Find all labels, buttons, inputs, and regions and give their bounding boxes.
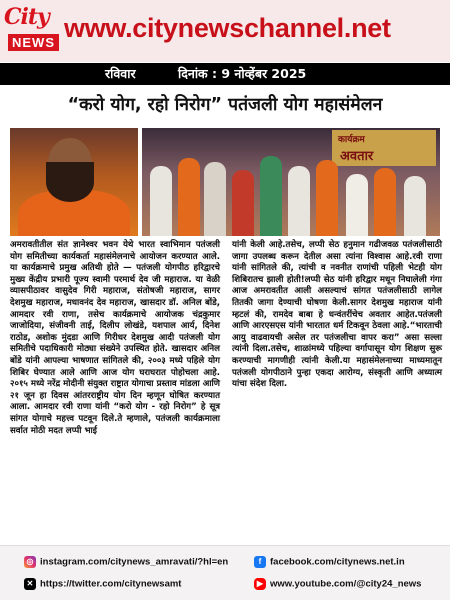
stage-figure bbox=[404, 176, 426, 236]
weekday: रविवार bbox=[105, 66, 136, 81]
youtube-text: www.youtube.com/@city24_news bbox=[270, 578, 422, 590]
banner-text: कार्यक्रम bbox=[338, 135, 365, 145]
twitter-link[interactable] bbox=[24, 578, 181, 590]
article-headline: “करो योग, रहो निरोग” पतंजली योग महासंमेलन bbox=[67, 95, 383, 115]
city-news-logo[interactable] bbox=[4, 4, 60, 58]
footer bbox=[0, 545, 450, 600]
stage-figure bbox=[232, 170, 254, 236]
issue-date: दिनांक : 9 नोव्हेंबर 2025 bbox=[178, 66, 307, 81]
masthead bbox=[0, 0, 450, 62]
speaker-photo bbox=[10, 128, 138, 236]
stage-figure bbox=[374, 168, 396, 236]
banner-text-2: अवतार bbox=[340, 149, 374, 164]
youtube-icon: ▶ bbox=[254, 578, 266, 590]
x-twitter-icon: ✕ bbox=[24, 578, 36, 590]
photo-beard-shape bbox=[46, 162, 94, 202]
photo-strip bbox=[10, 128, 440, 236]
logo-news-text: NEWS bbox=[8, 34, 59, 51]
facebook-text: facebook.com/citynews.net.in bbox=[270, 556, 405, 568]
facebook-icon: f bbox=[254, 556, 266, 568]
instagram-icon: ◎ bbox=[24, 556, 36, 568]
date-bar bbox=[0, 63, 450, 85]
facebook-link[interactable] bbox=[254, 556, 405, 568]
youtube-link[interactable] bbox=[254, 578, 421, 590]
site-url[interactable]: www.citynewschannel.net bbox=[64, 13, 391, 43]
stage-figure bbox=[346, 174, 368, 236]
stage-figure bbox=[288, 166, 310, 236]
instagram-text: instagram.com/citynews_amravati/?hl=en bbox=[40, 556, 229, 568]
stage-figure bbox=[178, 158, 200, 236]
article-column-1: अमरावतीतील संत ज्ञानेश्वर भवन येथे भारत स्वाभिमान पतंजली योग समितीच्या कार्यकर्ता महासंमेलनाचे आयोजन करण्यात आले. या कार्यक्रमाचे प्रमुख अतिथी होते — पतंजली योगपीठ हरिद्वारचे मुख्य केंद्रीय प्रभारी पूज्य स्वामी परमार्थ देव जी महाराज. या वेळी व्यासपीठावर वासुदेव गिरी महाराज, संतोषजी महाराज, सागर देशमुख महाराज, मधावनंद देव महाराज, खासदार डॉ. अनिल बोंडे, आमदार रवी राणा, तसेच कार्यक्रमाचे आयोजक चंद्रकुमार जाजोदिया, संजीवनी ताई, दिलीप लोखंडे, यशपाल आर्य, दिनेश राठोड, अशोक मुंदडा आणि गिरीधर देशमुख आदी पतंजली योग समितीचे पदाधिकारी मोठ्या संख्येने उपस्थित होते. खासदार अनिल बोंडे यांनी आपल्या भाषणात सांगितले की, २००३ मध्ये पहिले योग शिबिर घेण्यात आले आणि आज योग घराघरात पोहोचला आहे. २०१५ मध्ये नरेंद्र मोदीनी संयुक्त राष्ट्रात योगाचा प्रस्ताव मांडला आणि २१ जून हा दिवस आंतरराष्ट्रीय योग दिन म्हणून घोषित करण्यात आला. आमदार रवी राणा यांनी “करो योग - रहो निरोग” हे सूत्र सांगत योगाचे महत्त्व पटवून दिले.ते म्हणाले, पतंजली कार्यक्रमाला सर्वात मोठी मदत लप्पी भाई bbox=[10, 240, 220, 436]
stage-figure bbox=[260, 156, 282, 236]
stage-figure bbox=[150, 166, 172, 236]
stage-figure bbox=[316, 160, 338, 236]
stage-photo bbox=[142, 128, 440, 236]
instagram-link[interactable] bbox=[24, 556, 228, 568]
twitter-text: https://twitter.com/citynewsamt bbox=[40, 578, 182, 590]
logo-city-text: City bbox=[4, 4, 49, 30]
article-column-2: यांनी केली आहे.तसेच, लप्पी सेठ हनुमान गढीजवळ पतंजलीसाठी जागा उपलब्ध करून देतील असा त्यांना विश्वास आहे.रवी राणा यांनी सांगितले की, त्यांची व नवनीत राणांची पहिली भेटही योग शिबिरातच झाली होती!लप्पी सेठ यांनी हरिद्वार मधून निघालेली गंगा आज अमरावतीत आली असल्याचं सांगत पतंजलीसाठी लागेल तितकी जागा देण्याची घोषणा केली.सागर देशमुख महाराज यांनी म्हटलं की, रामदेव बाबा हे धन्वंतरींचेच अवतार आहेत.पतंजली आणि आरएसएस यांनी भारतात धर्म टिकवून ठेवला आहे.“भारताची आयु वाढवायची असेल तर पतंजलीचा वापर करा” असा सल्ला त्यांनी दिला.तसेच, शाळांमध्ये पहिल्या वर्गापासून योग शिक्षण सुरू करण्याची मागणीही त्यांनी केली.या महासंमेलनाच्या माध्यमातून पतंजली योगपीठाने पुन्हा एकदा आरोग्य, संस्कृती आणि अध्यात्म यांचा संदेश दिला. bbox=[232, 240, 442, 390]
stage-figure bbox=[204, 162, 226, 236]
